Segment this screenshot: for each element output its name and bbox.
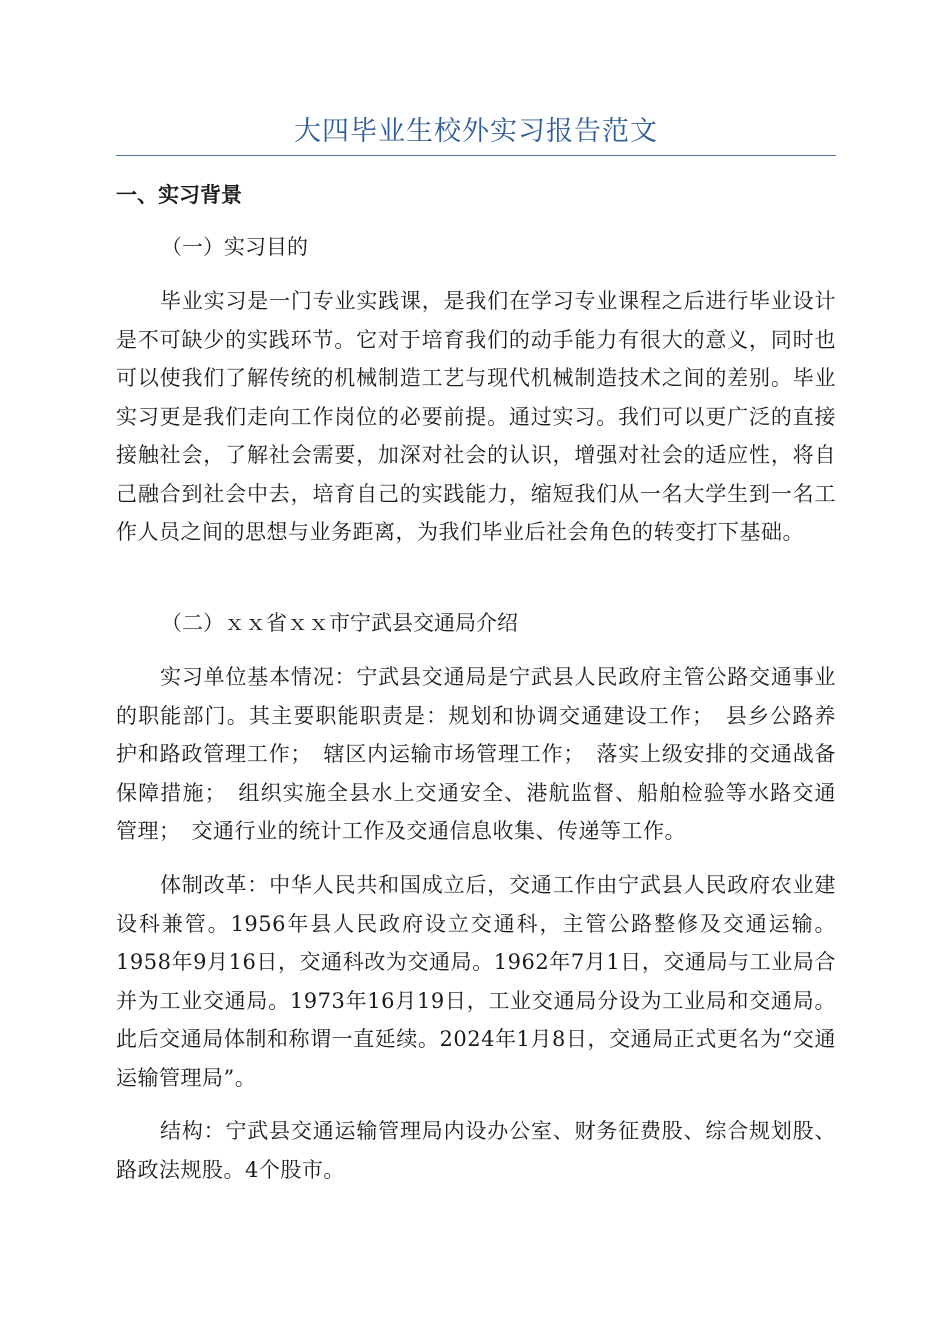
subsection-heading-bureau: （二）ｘｘ省ｘｘ市宁武县交通局介绍 (161, 611, 518, 635)
paragraph-basic-info: 实习单位基本情况：宁武县交通局是宁武县人民政府主管公路交通事业的职能部门。其主要职能职责是：规划和协调交通建设工作； 县乡公路养护和路政管理工作； 辖区内运输市场管理工作； 落实上级安排的交通战备保障措施； 组织实施全县水上交通安全、港航监督、船舶检验等水路交通管理； 交通行业的统计工作及交通信息收集、传递等工作。 (116, 665, 836, 843)
title-underline (116, 155, 836, 156)
subsection-heading-purpose: （一）实习目的 (161, 235, 308, 259)
section-heading-background: 一、实习背景 (116, 183, 242, 207)
paragraph-reform: 体制改革：中华人民共和国成立后，交通工作由宁武县人民政府农业建设科兼管。1956年县人民政府设立交通科，主管公路整修及交通运输。1958年9月16日，交通科改为交通局。1962年7月1日，交通局与工业局合并为工业交通局。1973年16月19日，工业交通局分设为工业局和交通局。此后交通局体制和称谓一直延续。2024年1月8日，交通局正式更名为“交通运输管理局”。 (116, 873, 836, 1090)
paragraph-purpose: 毕业实习是一门专业实践课，是我们在学习专业课程之后进行毕业设计是不可缺少的实践环节。它对于培育我们的动手能力有很大的意义，同时也可以使我们了解传统的机械制造工艺与现代机械制造技术之间的差别。毕业实习更是我们走向工作岗位的必要前提。通过实习。我们可以更广泛的直接接触社会，了解社会需要，加深对社会的认识，增强对社会的适应性，将自己融合到社会中去，培育自己的实践能力，缩短我们从一名大学生到一名工作人员之间的思想与业务距离，为我们毕业后社会角色的转变打下基础。 (116, 289, 836, 544)
document-title: 大四毕业生校外实习报告范文 (294, 116, 658, 147)
paragraph-structure: 结构：宁武县交通运输管理局内设办公室、财务征费股、综合规划股、路政法规股。4个股市。 (116, 1119, 836, 1182)
